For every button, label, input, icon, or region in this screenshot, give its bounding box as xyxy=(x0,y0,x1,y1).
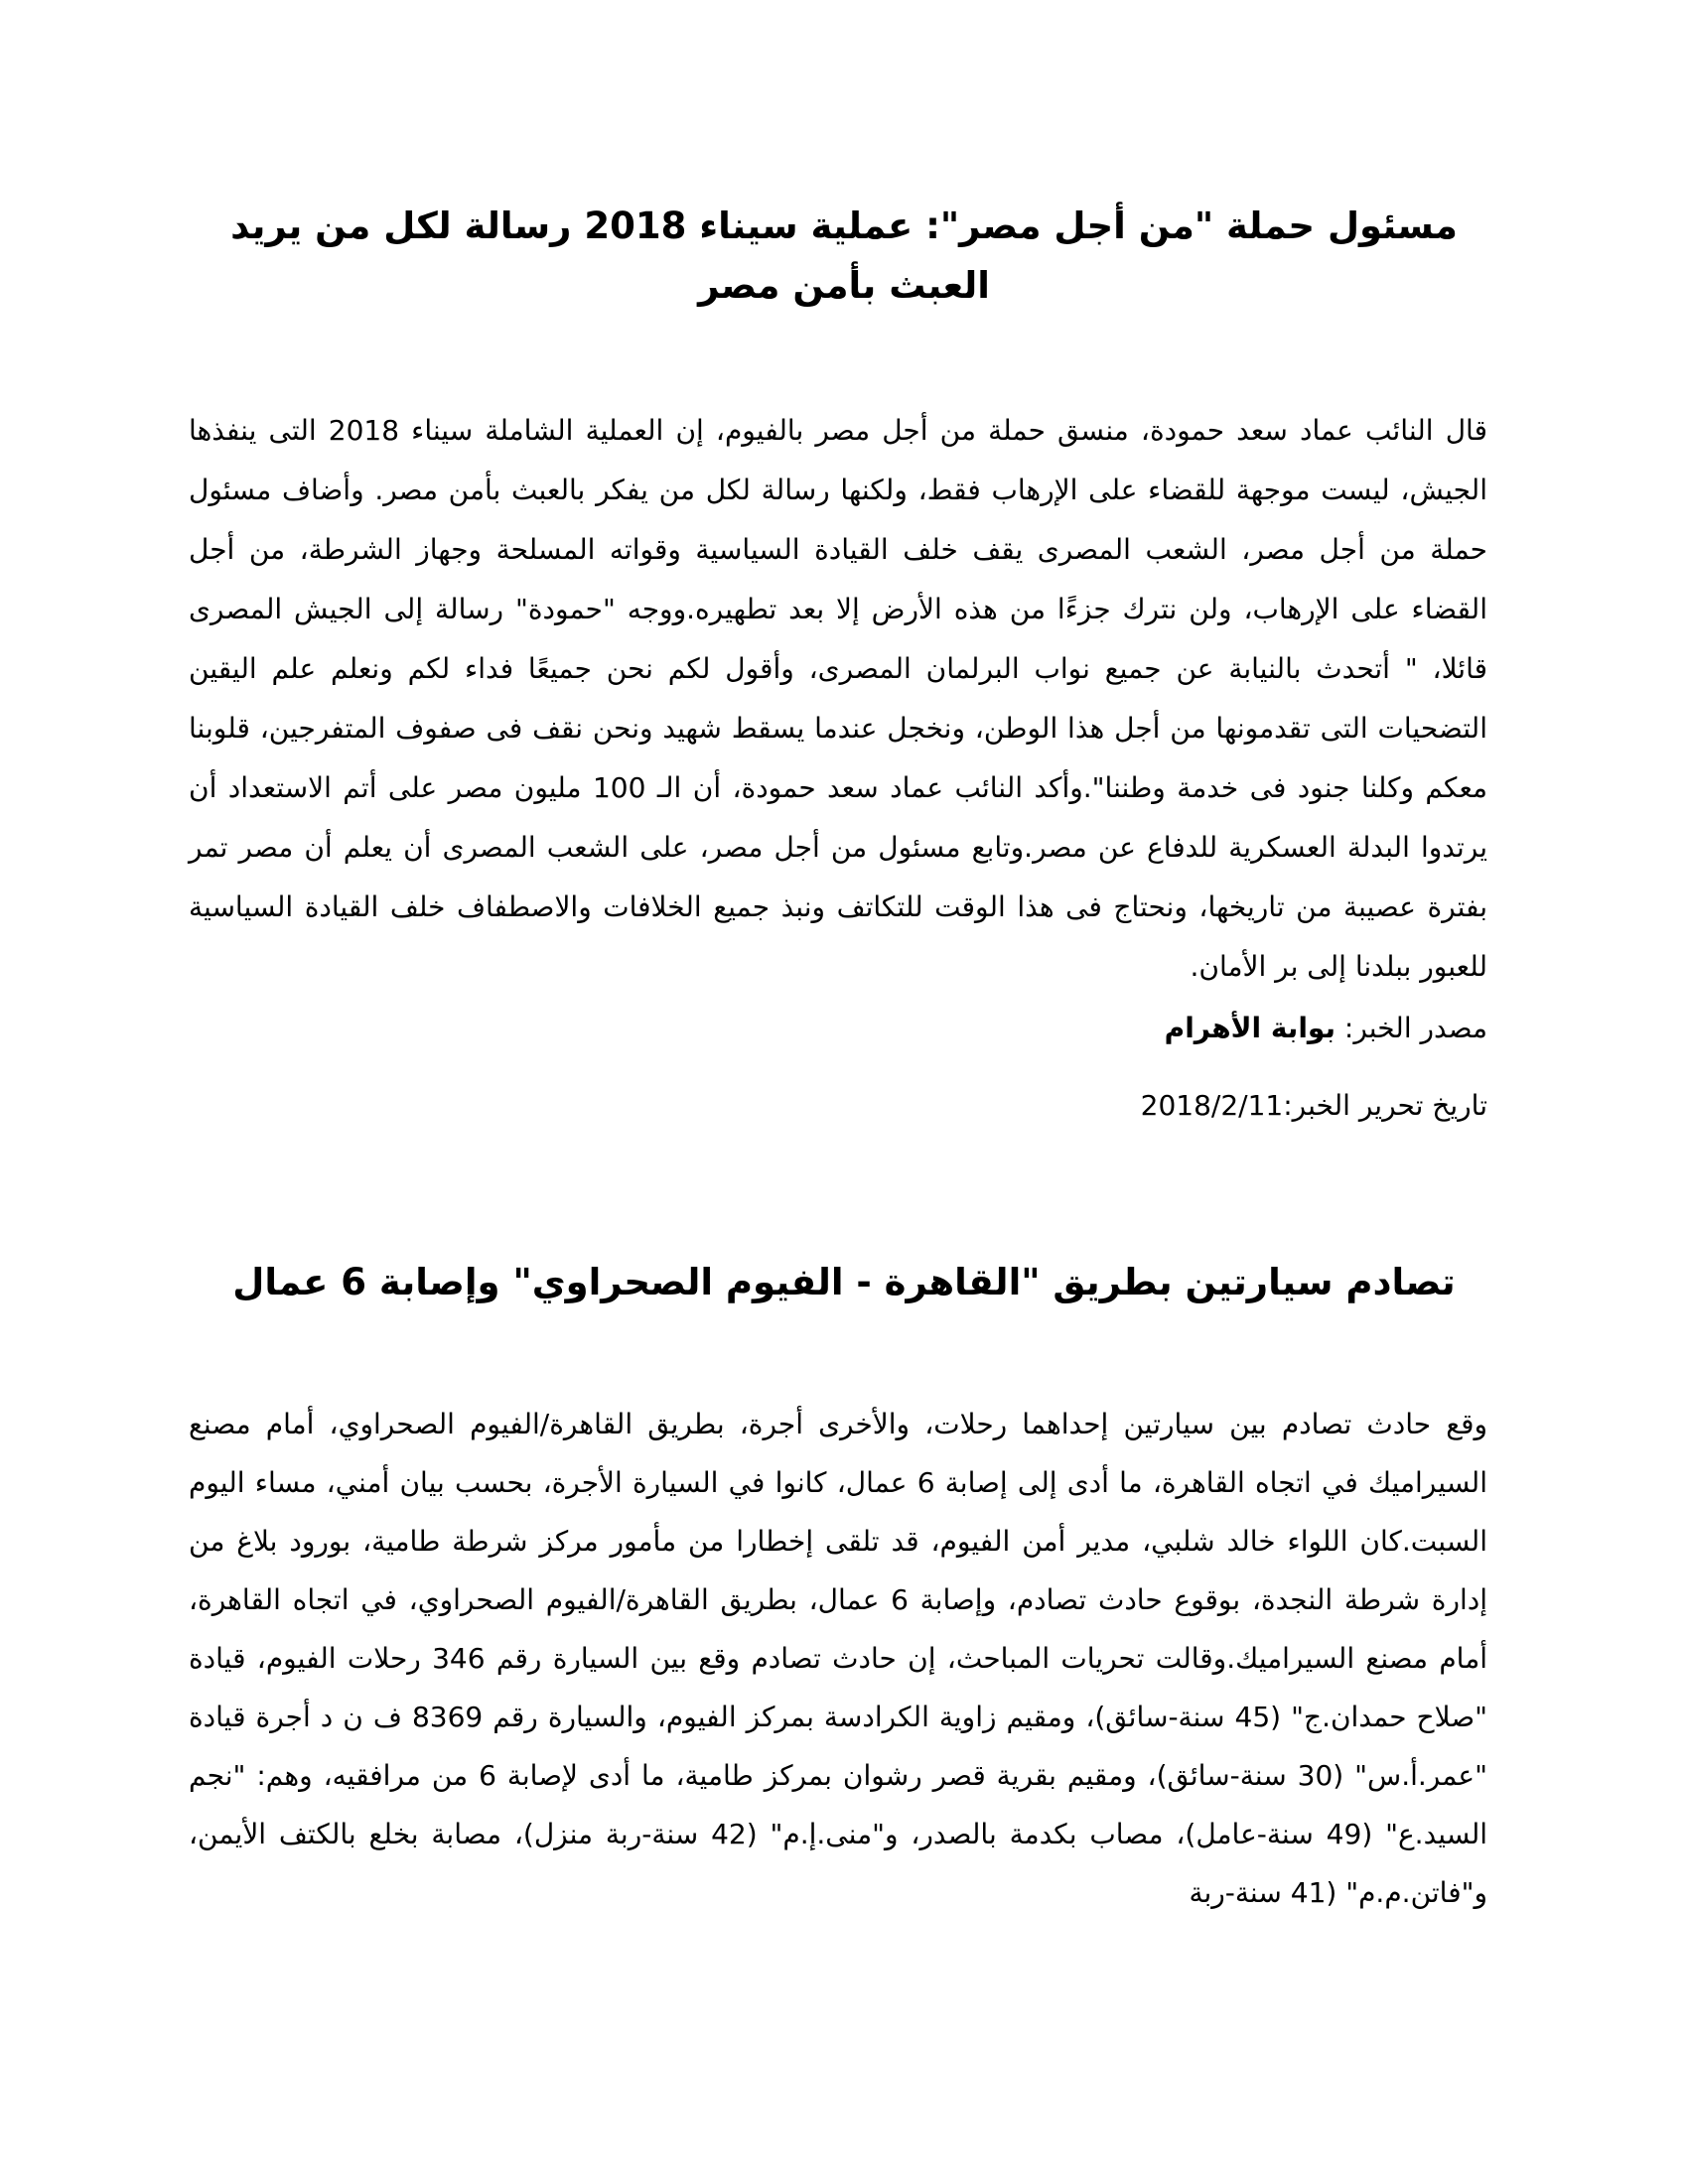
article-2-body-text: وقع حادث تصادم بين سيارتين إحداهما رحلات، والأخرى أجرة، بطريق القاهرة/الفيوم الصحراوي، أمام مصنع السيراميك في اتجاه القاهرة، ما أدى إلى إصابة 6 عمال، كانوا في السيارة الأجرة، بحسب بيان أمني، مساء اليوم السبت.كان اللواء خالد شلبي، مدير أمن الفيوم، قد تلقى إخطارا من مأمور مركز شرطة طامية، بورود بلاغ من إدارة شرطة النجدة، بوقوع حادث تصادم، وإصابة 6 عمال، بطريق القاهرة/الفيوم الصحراوي، في اتجاه القاهرة، أمام مصنع السيراميك.وقالت تحريات المباحث، إن حادث تصادم وقع بين السيارة رقم 346 رحلات الفيوم، قيادة "صلاح حمدان.ج" (45 سنة-سائق)، ومقيم زاوية الكرادسة بمركز الفيوم، والسيارة رقم 8369 ف ن د أجرة قيادة "عمر.أ.س" (30 سنة-سائق)، ومقيم بقرية قصر رشوان بمركز طامية، ما أدى لإصابة 6 من مرافقيه، وهم: "نجم السيد.ع" (49 سنة-عامل)، مصاب بكدمة بالصدر، و"منى.إ.م" (42 سنة-ربة منزل)، مصابة بخلع بالكتف الأيمن، و"فاتن.م.م" (41 سنة-ربة xyxy=(189,1408,1488,1909)
source-value: بوابة الأهرام xyxy=(1164,1012,1336,1044)
source-label: مصدر الخبر: xyxy=(1335,1012,1487,1044)
article-1-source xyxy=(1165,1009,1487,1048)
date-value: 2018/2/11 xyxy=(1140,1089,1284,1122)
article-2-title: تصادم سيارتين بطريق "القاهرة - الفيوم الصحراوي" وإصابة 6 عمال xyxy=(232,1261,1456,1303)
article-1-title: مسئول حملة "من أجل مصر": عملية سيناء 2018 رسالة لكل من يريد العبث بأمن مصر xyxy=(230,205,1458,307)
date-label: تاريخ تحرير الخبر: xyxy=(1283,1089,1487,1122)
article-1-date xyxy=(1141,1086,1487,1126)
article-1-body xyxy=(189,401,1487,997)
article-2-body xyxy=(189,1395,1487,1922)
article-1-body-text: قال النائب عماد سعد حمودة، منسق حملة من أجل مصر بالفيوم، إن العملية الشاملة سيناء 2018 التى ينفذها الجيش، ليست موجهة للقضاء على الإرهاب فقط، ولكنها رسالة لكل من يفكر بالعبث بأمن مصر. وأضاف مسئول حملة من أجل مصر، الشعب المصرى يقف خلف القيادة السياسية وقواته المسلحة وجهاز الشرطة، من أجل القضاء على الإرهاب، ولن نترك جزءًا من هذه الأرض إلا بعد تطهيره.ووجه "حمودة" رسالة إلى الجيش المصرى قائلا، " أتحدث بالنيابة عن جميع نواب البرلمان المصرى، وأقول لكم نحن جميعًا فداء لكم ونعلم علم اليقين التضحيات التى تقدمونها من أجل هذا الوطن، ونخجل عندما يسقط شهيد ونحن نقف فى صفوف المتفرجين، قلوبنا معكم وكلنا جنود فى خدمة وطننا".وأكد النائب عماد سعد حمودة، أن الـ 100 مليون مصر على أتم الاستعداد أن يرتدوا البدلة العسكرية للدفاع عن مصر.وتابع مسئول من أجل مصر، على الشعب المصرى أن يعلم أن مصر تمر بفترة عصيبة من تاريخها، ونحتاج فى هذا الوقت للتكاتف ونبذ جميع الخلافات والاصطفاف خلف القيادة السياسية للعبور ببلدنا إلى بر الأمان. xyxy=(189,414,1487,983)
